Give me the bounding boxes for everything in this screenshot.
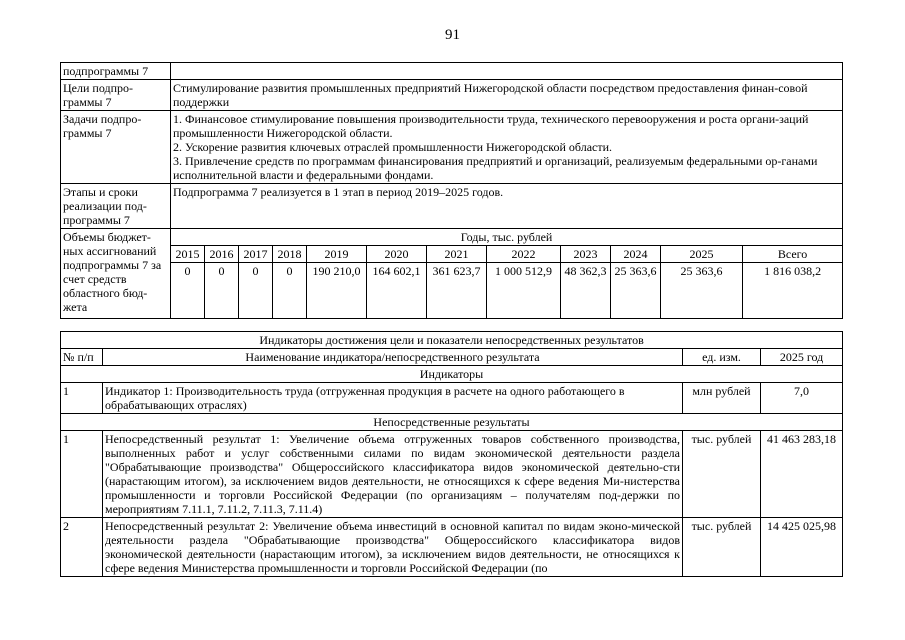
value-cell: 1 816 038,2 (743, 263, 843, 319)
value-cell: 164 602,1 (367, 263, 427, 319)
row-value: 14 425 025,98 (761, 518, 843, 577)
value-cell: 0 (239, 263, 273, 319)
indicators-table (60, 331, 843, 577)
table-row (61, 383, 843, 414)
indicators-title: Индикаторы достижения цели и показатели непосредственных результатов (61, 332, 843, 349)
row-num: 1 (61, 431, 103, 518)
year-cell: 2017 (239, 246, 273, 263)
table-row (61, 431, 843, 518)
row-text: Подпрограмма 7 реализуется в 1 этап в период 2019–2025 годов. (171, 184, 843, 229)
budget-label: Объемы бюджет-ных ассигнований подпрограммы 7 за счет средств областного бюд-жета (61, 229, 171, 319)
indicators-title-row (61, 332, 843, 349)
row-text: Стимулирование развития промышленных предприятий Нижегородской области посредством предоставления финан-совой поддержки (171, 80, 843, 111)
year-cell: 2023 (561, 246, 611, 263)
year-cell: 2019 (307, 246, 367, 263)
row-num: 2 (61, 518, 103, 577)
passport-row (61, 184, 843, 229)
budget-years-row (61, 246, 843, 263)
row-unit: тыс. рублей (683, 431, 761, 518)
section-indicators: Индикаторы (61, 366, 843, 383)
passport-row (61, 63, 843, 80)
section-row (61, 366, 843, 383)
col-name-header: Наименование индикатора/непосредственного результата (103, 349, 683, 366)
year-cell: 2024 (611, 246, 661, 263)
value-cell: 1 000 512,9 (487, 263, 561, 319)
row-unit: млн рублей (683, 383, 761, 414)
value-cell: 0 (273, 263, 307, 319)
row-label: Цели подпро-граммы 7 (61, 80, 171, 111)
value-cell: 190 210,0 (307, 263, 367, 319)
row-label: Этапы и сроки реализации под-программы 7 (61, 184, 171, 229)
value-cell: 0 (171, 263, 205, 319)
year-cell: 2021 (427, 246, 487, 263)
row-text (171, 63, 843, 80)
row-value: 41 463 283,18 (761, 431, 843, 518)
task-line: 2. Ускорение развития ключевых отраслей промышленности Нижегородской области. (173, 140, 613, 154)
budget-header-row (61, 229, 843, 246)
value-cell: 361 623,7 (427, 263, 487, 319)
year-cell: 2025 (661, 246, 743, 263)
task-line: 3. Привлечение средств по программам финансирования предприятий и организаций, реализуемым федеральными ор-ганами исполнительной власти и федеральными фондами. (173, 154, 818, 182)
col-unit-header: ед. изм. (683, 349, 761, 366)
section-row (61, 414, 843, 431)
row-value: 7,0 (761, 383, 843, 414)
row-name: Непосредственный результат 1: Увеличение объема отгруженных товаров собственного производства, выполненных работ и услуг собственными силами по видам экономической деятельности раздела "Обрабатывающие производства" Общероссийского классификатора видов экономической деятельно-сти (нарастающим итогом), за исключением видов деятельности, не относящихся к сфере ведения Ми-нистерства промышленности и торговли Российской Федерации (по организациям – получателям под-держки по мероприятиям 7.11.1, 7.11.2, 7.11.3, 7.11.4) (103, 431, 683, 518)
row-name: Индикатор 1: Производительность труда (отгруженная продукция в расчете на одного работающего в обрабатывающих отраслях) (103, 383, 683, 414)
budget-header: Годы, тыс. рублей (171, 229, 843, 246)
value-cell: 25 363,6 (661, 263, 743, 319)
section-results: Непосредственные результаты (61, 414, 843, 431)
budget-values-row (61, 263, 843, 319)
row-label: Задачи подпро-граммы 7 (61, 111, 171, 184)
passport-row (61, 80, 843, 111)
table-row (61, 518, 843, 577)
row-label: подпрограммы 7 (61, 63, 171, 80)
row-text (171, 111, 843, 184)
col-year-header: 2025 год (761, 349, 843, 366)
year-cell: 2018 (273, 246, 307, 263)
value-cell: 0 (205, 263, 239, 319)
page-number: 91 (445, 27, 460, 43)
row-unit: тыс. рублей (683, 518, 761, 577)
year-cell: 2020 (367, 246, 427, 263)
year-cell: 2015 (171, 246, 205, 263)
row-num: 1 (61, 383, 103, 414)
task-line: 1. Финансовое стимулирование повышения производительности труда, технического перевооружения и роста органи-заций промышленности Нижегородской области. (173, 112, 809, 140)
passport-row (61, 111, 843, 184)
value-cell: 25 363,6 (611, 263, 661, 319)
passport-table (60, 62, 843, 319)
year-cell: 2022 (487, 246, 561, 263)
year-cell: 2016 (205, 246, 239, 263)
col-num-header: № п/п (61, 349, 103, 366)
year-cell: Всего (743, 246, 843, 263)
column-header-row (61, 349, 843, 366)
value-cell: 48 362,3 (561, 263, 611, 319)
row-name: Непосредственный результат 2: Увеличение объема инвестиций в основной капитал по видам эконо-мической деятельности раздела "Обрабатывающие производства" Общероссийского классификатора видов экономической деятельности (нарастающим итогом), за исключением видов деятельности, не относящихся к сфере ведения Министерства промышленности и торговли Российской Федерации (по (103, 518, 683, 577)
